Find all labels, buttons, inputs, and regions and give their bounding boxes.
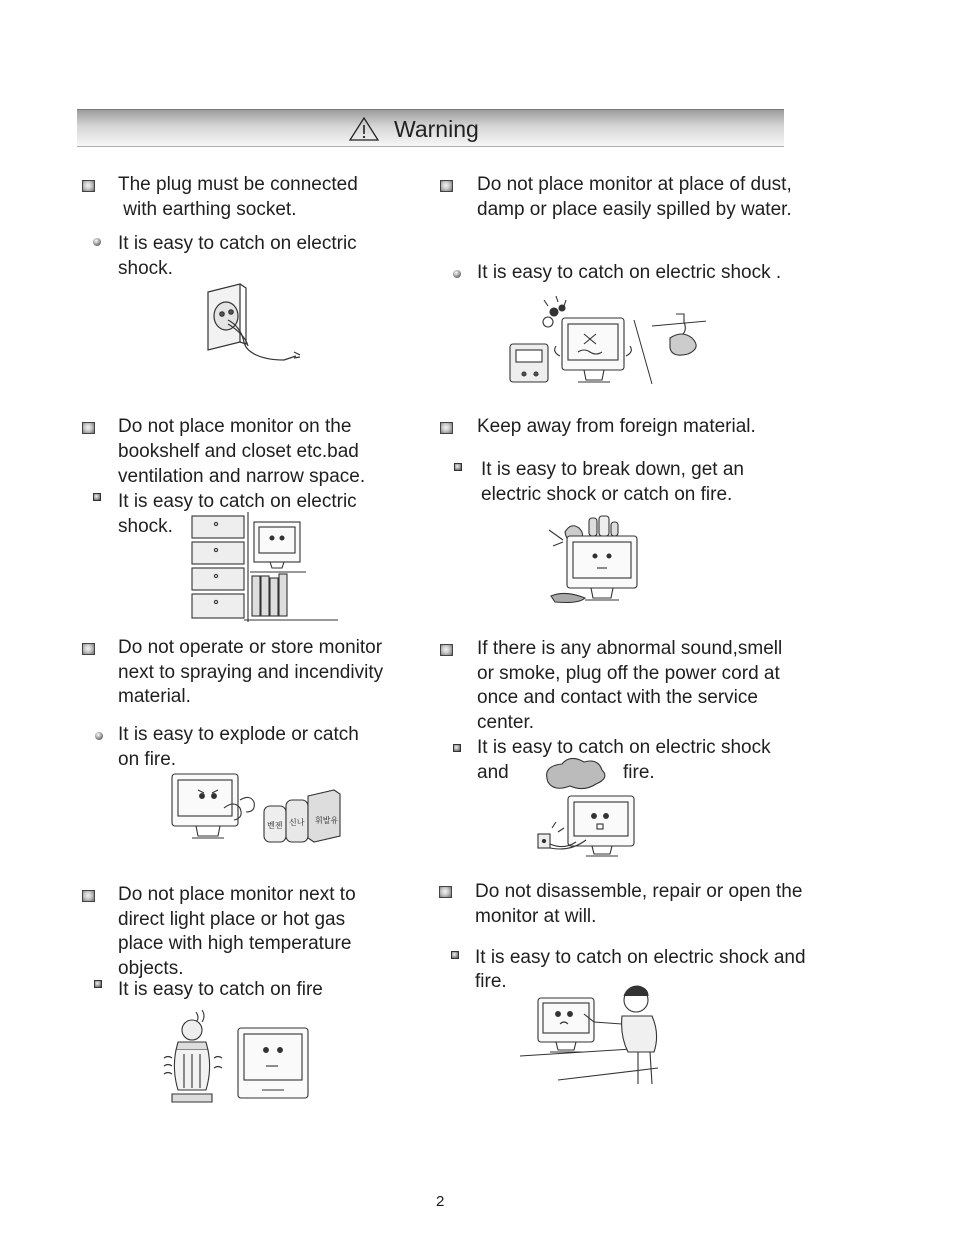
warning-6-heading-line-1: If there is any abnormal sound,smell [477,638,783,659]
warning-7-heading-line-1: Do not place monitor next to [118,884,356,905]
warning-8-heading-line-2: monitor at will. [475,906,597,927]
warning-4-note-line-2: electric shock or catch on fire. [481,484,733,505]
warning-7-heading-line-3: place with high temperature [118,933,352,954]
flammable-cans-monitor-illustration [168,770,348,846]
bullet-square-icon [82,180,95,192]
warning-5-heading-line-2: next to spraying and incendivity [118,662,384,683]
smoking-monitor-illustration [534,758,644,864]
closet-monitor-illustration [188,510,343,625]
wall-socket-plug-illustration [204,282,304,368]
bullet-square-icon [440,644,453,656]
warning-7-heading-line-4: objects. [118,958,184,979]
bullet-dot-icon [453,270,461,278]
warning-6-note-line-2: and [477,762,509,783]
warning-1-note-line-1: It is easy to catch on electric [118,233,357,254]
bullet-square-icon [82,422,95,434]
bullet-square-icon [439,886,452,898]
bullet-small-square-icon [93,493,101,501]
foreign-material-monitor-illustration [545,512,645,607]
warning-6-note-line-1: It is easy to catch on electric shock [477,737,771,758]
warning-7-note-line-1: It is easy to catch on fire [118,979,323,1000]
warning-1-heading-line-1: The plug must be connected [118,174,358,195]
page-number: 2 [436,1193,445,1210]
warning-1-heading-line-2: with earthing socket. [118,199,297,220]
can-label-benzene: 벤젠 [267,821,283,830]
warning-6-heading-line-2: or smoke, plug off the power cord at [477,663,780,684]
warning-banner [77,109,784,147]
warning-5-note-line-1: It is easy to explode or catch [118,724,359,745]
warning-3-heading-line-3: ventilation and narrow space. [118,466,366,487]
warning-1-note-line-2: shock. [118,258,173,279]
warning-6-note-line-3: fire. [623,762,655,783]
bullet-square-icon [440,180,453,192]
warning-triangle-icon [349,117,379,146]
bullet-square-icon [82,643,95,655]
heater-monitor-illustration [162,1008,312,1106]
warning-6-heading-line-3: once and contact with the service [477,687,758,708]
bullet-small-square-icon [451,951,459,959]
can-label-thinner: 신나 [289,818,305,827]
warning-3-note-line-1: It is easy to catch on electric [118,491,357,512]
warning-2-heading-line-2: damp or place easily spilled by water. [477,199,792,220]
bullet-dot-icon [95,732,103,740]
bullet-square-icon [440,422,453,434]
warning-3-note-line-2: shock. [118,516,173,537]
bullet-small-square-icon [454,463,462,471]
warning-8-note-line-1: It is easy to catch on electric shock and [475,947,806,968]
warning-3-heading-line-1: Do not place monitor on the [118,416,352,437]
page-title: Warning [394,116,479,142]
bullet-dot-icon [93,238,101,246]
warning-5-heading-line-3: material. [118,686,191,707]
warning-2-note-line-1: It is easy to catch on electric shock . [477,262,782,283]
bullet-square-icon [82,890,95,902]
warning-6-heading-line-4: center. [477,712,535,733]
warning-5-note-line-2: on fire. [118,749,177,770]
warning-5-heading-line-1: Do not operate or store monitor [118,637,383,658]
dust-water-monitor-illustration [506,290,706,402]
bullet-small-square-icon [94,980,102,988]
can-label-gasoline: 휘발유 [315,816,339,825]
warning-4-note-line-1: It is easy to break down, get an [481,459,744,480]
warning-8-note-line-2: fire. [475,971,507,992]
warning-8-heading-line-1: Do not disassemble, repair or open the [475,881,803,902]
warning-2-heading-line-1: Do not place monitor at place of dust, [477,174,792,195]
disassembly-child-monitor-illustration [518,984,663,1088]
bullet-small-square-icon [453,744,461,752]
warning-3-heading-line-2: bookshelf and closet etc.bad [118,441,359,462]
warning-4-heading-line-1: Keep away from foreign material. [477,416,756,437]
warning-7-heading-line-2: direct light place or hot gas [118,909,346,930]
